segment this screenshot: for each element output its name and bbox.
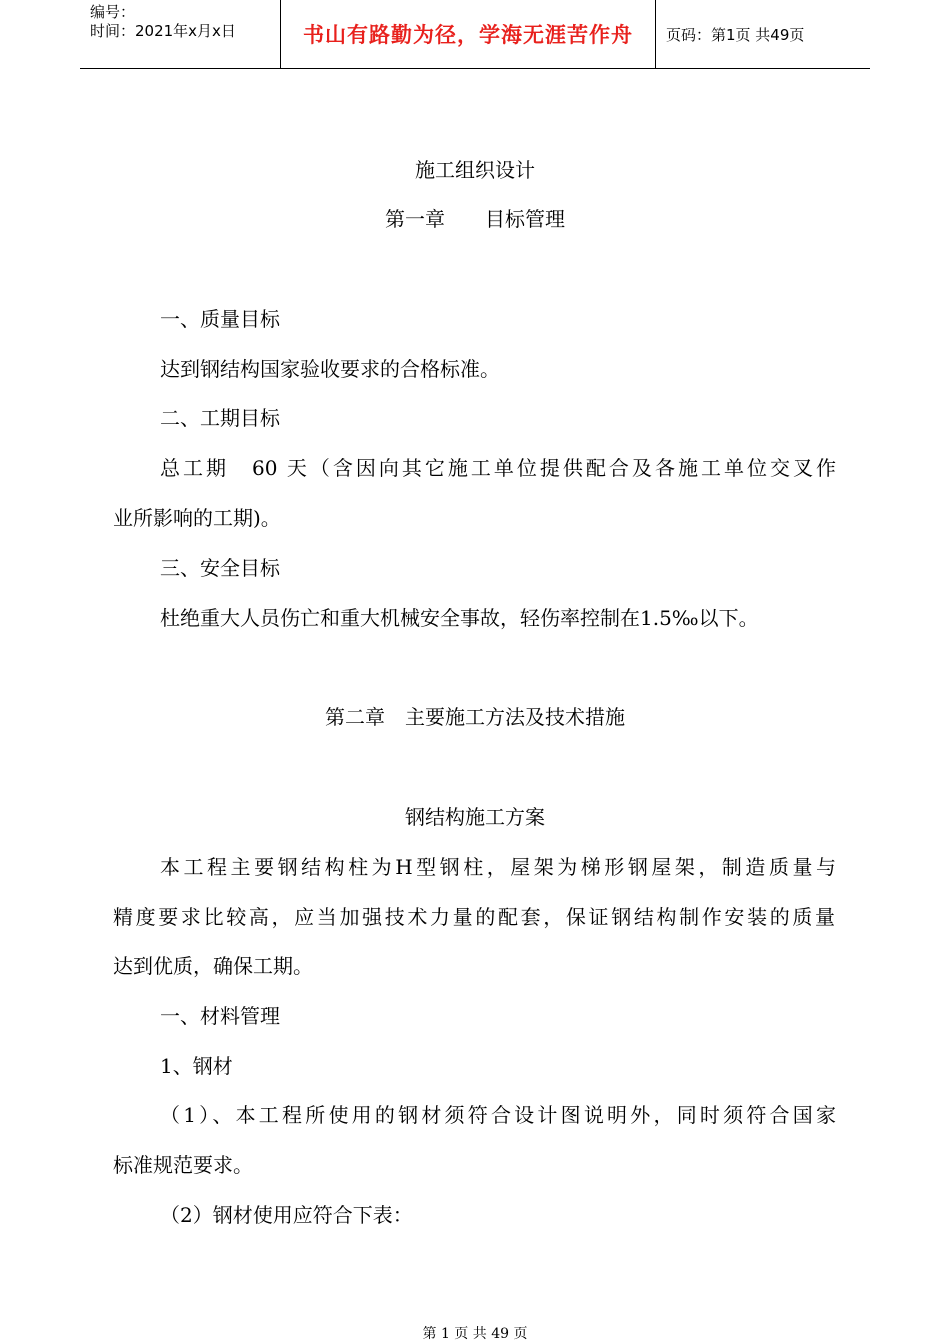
schedule-goal-heading: 二、工期目标 (160, 406, 280, 430)
chapter1-title: 第一章 目标管理 (385, 207, 565, 231)
header-motto: 书山有路勤为径，学海无涯苦作舟 (280, 0, 656, 68)
steel-item1-line1: （1）、本工程所使用的钢材须符合设计图说明外，同时须符合国家 (160, 1103, 836, 1127)
intro-line-3: 达到优质，确保工期。 (113, 954, 313, 978)
header-meta (80, 0, 280, 68)
page-header (80, 0, 870, 69)
safety-goal-text: 杜绝重大人员伤亡和重大机械安全事故，轻伤率控制在1.5‰以下。 (160, 606, 759, 630)
time-label: 时间：2021年x月x日 (90, 22, 236, 40)
document-title: 施工组织设计 (415, 158, 535, 182)
chapter2-title: 第二章 主要施工方法及技术措施 (325, 705, 625, 729)
intro-line-2: 精度要求比较高，应当加强技术力量的配套，保证钢结构制作安装的质量 (113, 905, 835, 929)
steel-item2: （2）钢材使用应符合下表： (160, 1203, 413, 1227)
schedule-goal-text-line1: 总工期 60 天（含因向其它施工单位提供配合及各施工单位交叉作 (160, 456, 836, 480)
header-page-info: 页码：第1页 共49页 (666, 25, 805, 44)
material-mgmt-heading: 一、材料管理 (160, 1004, 280, 1028)
steel-heading: 1、钢材 (160, 1054, 233, 1078)
quality-goal-text: 达到钢结构国家验收要求的合格标准。 (160, 357, 500, 381)
schedule-goal-text-line2: 业所影响的工期)。 (113, 506, 281, 530)
plan-title: 钢结构施工方案 (405, 805, 545, 829)
number-label: 编号： (90, 3, 136, 21)
steel-item1-line2: 标准规范要求。 (113, 1153, 253, 1177)
safety-goal-heading: 三、安全目标 (160, 556, 280, 580)
quality-goal-heading: 一、质量目标 (160, 307, 280, 331)
intro-line-1: 本工程主要钢结构柱为H型钢柱，屋架为梯形钢屋架，制造质量与 (160, 855, 836, 879)
page-footer: 第 1 页 共 49 页 (422, 1326, 528, 1342)
